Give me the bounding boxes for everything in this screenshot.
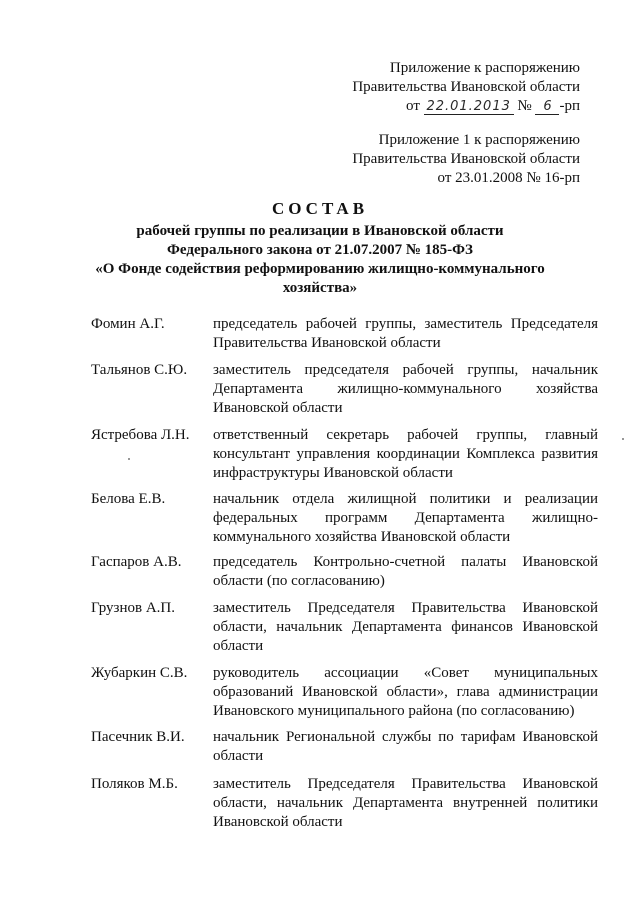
number-prefix: № — [517, 98, 532, 114]
appendix-previous — [352, 131, 580, 188]
appendix-prev-line-1: Приложение 1 к распоряжению — [378, 132, 580, 148]
member-name: Жубаркин С.В. — [91, 665, 188, 681]
member-name: Фомин А.Г. — [91, 316, 165, 332]
appendix-prev-line-2: Правительства Ивановской области — [352, 151, 580, 167]
member-role: заместитель Председателя Правительства Ивановской области, начальник Департамента внутренней политики Ивановской области — [213, 776, 598, 830]
handwritten-date: 22.01.2013 — [424, 100, 514, 115]
member-role: ответственный секретарь рабочей группы, главный консультант управления координации Комплекса развития инфраструктуры Ивановской области — [213, 427, 598, 481]
member-name: Пасечник В.И. — [91, 729, 185, 745]
member-role: начальник Региональной службы по тарифам Ивановской области — [213, 729, 598, 764]
member-role: заместитель председателя рабочей группы, начальник Департамента жилищно-коммунального хозяйства Ивановской области — [213, 362, 598, 416]
member-role: председатель Контрольно-счетной палаты Ивановской области (по согласованию) — [213, 554, 598, 589]
appendix-current — [352, 59, 580, 116]
member-role: заместитель Председателя Правительства Ивановской области, начальник Департамента финансов Ивановской области — [213, 600, 598, 654]
member-name: Тальянов С.Ю. — [91, 362, 188, 378]
document-title — [60, 199, 580, 298]
member-name: Поляков М.Б. — [91, 776, 178, 792]
title-line-2: Федерального закона от 21.07.2007 № 185-ФЗ — [167, 242, 473, 258]
member-role: председатель рабочей группы, заместитель Председателя Правительства Ивановской области — [213, 316, 598, 351]
scan-speck — [128, 458, 130, 460]
title-line-4: хозяйства» — [282, 280, 358, 296]
appendix-prev-line-3: от 23.01.2008 № 16-рп — [437, 170, 580, 186]
appendix-line-2: Правительства Ивановской области — [352, 79, 580, 95]
member-role: начальник отдела жилищной политики и реализации федеральных программ Департамента жилищно-коммунального хозяйства Ивановской области — [213, 491, 598, 545]
title-main: СОСТАВ — [271, 199, 369, 218]
title-line-1: рабочей группы по реализации в Ивановской области — [136, 223, 504, 239]
number-suffix: -рп — [559, 98, 580, 114]
title-line-3: «О Фонде содействия реформированию жилищно-коммунального — [95, 261, 545, 277]
handwritten-number: 6 — [535, 100, 559, 115]
member-role: руководитель ассоциации «Совет муниципальных образований Ивановской области», глава администрации Ивановского муниципального района (по согласованию) — [213, 665, 598, 719]
member-name: Белова Е.В. — [91, 491, 166, 507]
member-name: Грузнов А.П. — [91, 600, 175, 616]
appendix-line-1: Приложение к распоряжению — [389, 60, 580, 76]
date-prefix: от — [406, 98, 420, 114]
scan-speck — [622, 438, 624, 440]
member-name: Гаспаров А.В. — [91, 554, 182, 570]
member-name: Ястребова Л.Н. — [91, 427, 190, 443]
appendix-date-line — [352, 97, 580, 116]
